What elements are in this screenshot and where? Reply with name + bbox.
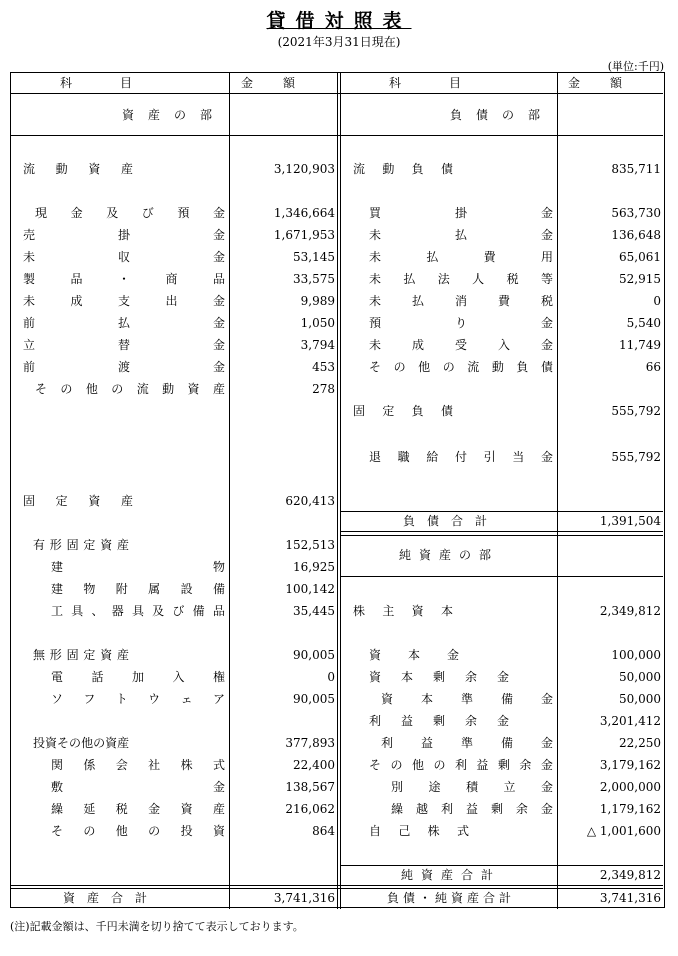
- assets-total-label: 資産合計: [62, 891, 159, 905]
- asset-amount: 1,346,664: [273, 206, 335, 220]
- net-asset-label: 利 益 剰 余 金: [369, 714, 509, 728]
- grand-total-top: [11, 885, 663, 886]
- net-asset-amount: 22,250: [619, 736, 661, 750]
- asset-amount: 278: [312, 382, 335, 396]
- asset-amount: 0: [327, 670, 335, 684]
- liability-label: 未 払 消 費 税: [369, 294, 553, 308]
- asset-amount: 16,925: [293, 560, 335, 574]
- asset-amount: 3,120,903: [273, 162, 335, 176]
- net-asset-amount: 50,000: [619, 670, 661, 684]
- section-net-assets: 純資産の部: [398, 548, 499, 562]
- liability-amount: 555,792: [611, 450, 661, 464]
- header-rule: [11, 93, 663, 94]
- asset-amount: 1,050: [300, 316, 335, 330]
- liability-amount: 52,915: [619, 272, 661, 286]
- asset-amount: 620,413: [285, 494, 335, 508]
- asset-label: 繰 延 税 金 資 産: [51, 802, 225, 816]
- liability-amount: 11,749: [619, 338, 661, 352]
- net-asset-amount: 50,000: [619, 692, 661, 706]
- assets-total-amount: 3,741,316: [273, 891, 335, 905]
- asset-amount: 22,400: [293, 758, 335, 772]
- asset-label: 現 金 及 び 預 金: [35, 206, 225, 220]
- liabilities-total-label: 負債合計: [402, 514, 499, 528]
- asset-label: 建 物 附 属 設 備: [51, 582, 225, 596]
- asset-label: 建 物: [51, 560, 225, 574]
- net-asset-label: 繰 越 利 益 剰 余 金: [391, 802, 553, 816]
- liabilities-total-amount: 1,391,504: [599, 514, 661, 528]
- section-rule: [11, 135, 663, 136]
- net-asset-label: そ の 他 の 利 益 剰 余 金: [369, 758, 553, 772]
- asset-label: 電 話 加 入 権: [51, 670, 225, 684]
- liability-label: 買 掛 金: [369, 206, 553, 220]
- liability-amount: 563,730: [611, 206, 661, 220]
- document-title: 貸借対照表: [266, 10, 412, 32]
- asset-label: 無 形 固 定 資 産: [33, 648, 129, 662]
- asset-label: 関 係 会 社 株 式: [51, 758, 225, 772]
- header-item-left: 科目: [59, 76, 180, 90]
- net-asset-amount: 100,000: [611, 648, 661, 662]
- asset-label: 流 動 資 産: [23, 162, 133, 176]
- asset-label: 未 収 金: [23, 250, 225, 264]
- liability-amount: 0: [653, 294, 661, 308]
- liability-label: そ の 他 の 流 動 負 債: [369, 360, 553, 374]
- liability-label: 流 動 負 債: [353, 162, 453, 176]
- net-assets-header-bottom: [341, 576, 663, 577]
- asset-amount: 152,513: [285, 538, 335, 552]
- asset-label: 工 具 、 器 具 及 び 備 品: [51, 604, 225, 618]
- asset-amount: 9,989: [300, 294, 335, 308]
- asset-label: 前 渡 金: [23, 360, 225, 374]
- liability-label: 未 払 金: [369, 228, 553, 242]
- asset-label: 製 品 ・ 商 品: [23, 272, 225, 286]
- asset-label: 有 形 固 定 資 産: [33, 538, 129, 552]
- liabilities-total-bottom: [341, 531, 663, 532]
- liability-amount: 555,792: [611, 404, 661, 418]
- grand-total-label: 負債・純資産合計: [386, 891, 515, 905]
- net-asset-label: 自 己 株 式: [369, 824, 469, 838]
- net-assets-total-label: 純資産合計: [400, 868, 501, 882]
- asset-amount: 35,445: [293, 604, 335, 618]
- net-asset-label: 資 本 準 備 金: [381, 692, 553, 706]
- header-item-right: 科目: [388, 76, 509, 90]
- footnote: (注)記載金額は、千円未満を切り捨てて表示しております。: [10, 920, 304, 933]
- liability-label: 未 払 法 人 税 等: [369, 272, 553, 286]
- asset-label: 売 掛 金: [23, 228, 225, 242]
- document-date: (2021年3月31日現在): [277, 35, 401, 49]
- asset-label: 固 定 資 産: [23, 494, 133, 508]
- liability-label: 固 定 負 債: [353, 404, 453, 418]
- asset-amount: 377,893: [285, 736, 335, 750]
- net-assets-header-top: [341, 535, 663, 536]
- asset-amount: 3,794: [300, 338, 335, 352]
- asset-amount: 1,671,953: [273, 228, 335, 242]
- col-divider: [340, 73, 341, 909]
- asset-amount: 453: [312, 360, 335, 374]
- net-asset-amount: 3,179,162: [599, 758, 661, 772]
- section-assets: 資産の部: [121, 108, 226, 122]
- asset-amount: 90,005: [293, 648, 335, 662]
- header-amount-left: 金額: [240, 76, 325, 90]
- asset-amount: 90,005: [293, 692, 335, 706]
- asset-label: ソ フ ト ウ ェ ア: [51, 692, 225, 706]
- unit-label: (単位:千円): [607, 60, 664, 73]
- net-asset-label: 別 途 積 立 金: [391, 780, 553, 794]
- asset-amount: 33,575: [293, 272, 335, 286]
- asset-label: そ の 他 の 投 資: [51, 824, 225, 838]
- asset-amount: 216,062: [285, 802, 335, 816]
- asset-label: 前 払 金: [23, 316, 225, 330]
- header-amount-right: 金額: [567, 76, 652, 90]
- net-asset-label: 株 主 資 本: [353, 604, 453, 618]
- net-asset-amount: 1,179,162: [599, 802, 661, 816]
- liability-amount: 5,540: [626, 316, 661, 330]
- net-asset-amount: 2,349,812: [599, 604, 661, 618]
- asset-label: 敷 金: [51, 780, 225, 794]
- asset-label: 未 成 支 出 金: [23, 294, 225, 308]
- asset-label: そ の 他 の 流 動 資 産: [35, 382, 225, 396]
- net-asset-amount: 2,000,000: [599, 780, 661, 794]
- net-asset-amount: 3,201,412: [599, 714, 661, 728]
- asset-amount: 53,145: [293, 250, 335, 264]
- grand-total-amount: 3,741,316: [599, 891, 661, 905]
- liability-amount: 835,711: [611, 162, 661, 176]
- liability-amount: 66: [645, 360, 661, 374]
- liability-label: 未 成 受 入 金: [369, 338, 553, 352]
- net-assets-total-amount: 2,349,812: [599, 868, 661, 882]
- balance-sheet-table: [10, 72, 665, 908]
- col-divider: [337, 73, 338, 909]
- asset-label: 立 替 金: [23, 338, 225, 352]
- net-asset-label: 資 本 金: [369, 648, 459, 662]
- liability-label: 預 り 金: [369, 316, 553, 330]
- net-asset-label: 資 本 剰 余 金: [369, 670, 509, 684]
- liability-amount: 136,648: [611, 228, 661, 242]
- liability-amount: 65,061: [619, 250, 661, 264]
- asset-amount: 100,142: [285, 582, 335, 596]
- section-liabilities: 負債の部: [449, 108, 554, 122]
- liability-label: 退 職 給 付 引 当 金: [369, 450, 553, 464]
- asset-amount: 138,567: [285, 780, 335, 794]
- asset-amount: 864: [312, 824, 335, 838]
- net-asset-label: 利 益 準 備 金: [381, 736, 553, 750]
- asset-label: 投 資 そ の 他 の 資 産: [33, 736, 130, 750]
- net-asset-amount: △ 1,001,600: [586, 824, 661, 838]
- liability-label: 未 払 費 用: [369, 250, 553, 264]
